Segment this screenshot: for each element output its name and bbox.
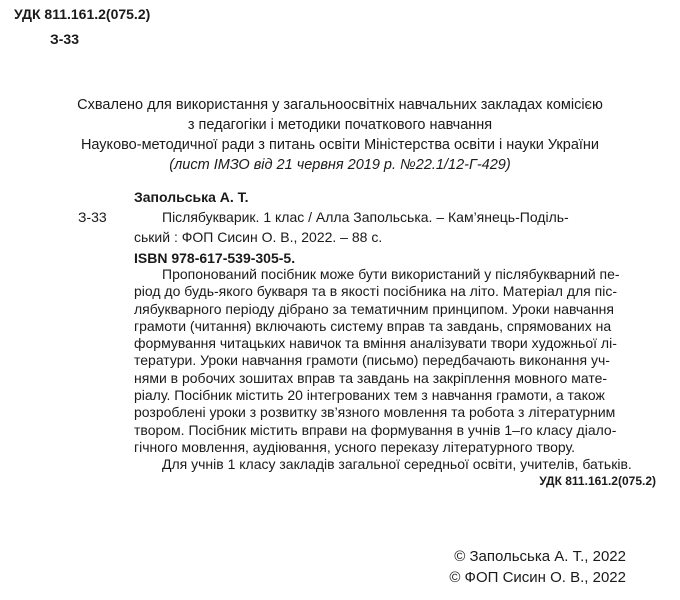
biblio-line-1: Післябукварик. 1 клас / Алла Запольська. – Кам’янець-Поділь-: [162, 209, 569, 225]
approval-line-2: з педагогіки і методики початкового навчання: [187, 117, 493, 133]
approval-line-3: Науково-методичної ради з питань освіти Міністерства освіти і науки України: [80, 137, 600, 153]
copyright-publisher: © ФОП Сисин О. В., 2022: [449, 569, 626, 586]
abstract-line: формування читацьких навичок та вміння аналізувати твори художньої лі-: [134, 335, 617, 352]
library-code-top: З-33: [50, 31, 80, 47]
abstract-line: гічного мовлення, аудіювання, усного переказу літературного твору.: [134, 438, 575, 455]
biblio-line-2: ський : ФОП Сисин О. В., 2022. – 88 с.: [134, 229, 383, 245]
abstract-line: розроблені уроки з розвитку зв’язного мовлення та робота з літературним: [134, 404, 616, 421]
isbn: ISBN 978-617-539-305-5.: [134, 250, 296, 266]
copyright-author: © Запольська А. Т., 2022: [454, 548, 626, 565]
abstract-line: Пропонований посібник може бути використаний у післябукварний пе-: [162, 266, 620, 282]
abstract: [134, 266, 632, 474]
abstract-line: лябукварного періоду дібрано за тематичним принципом. Уроки навчання: [134, 300, 614, 317]
udk-code-bottom: УДК 811.161.2(075.2): [539, 474, 656, 488]
udk-code-top: УДК 811.161.2(075.2): [14, 6, 151, 22]
library-code-side: З-33: [78, 209, 107, 225]
abstract-line: нями в робочих зошитах вправ та завдань на закріплення мовного мате-: [134, 369, 608, 386]
approval-line-4: (лист ІМЗО від 21 червня 2019 р. №22.1/12-Г-429): [169, 157, 511, 173]
audience-line: Для учнів 1 класу закладів загальної середньої освіти, учителів, батьків.: [162, 456, 632, 473]
abstract-line: тератури. Уроки навчання грамоти (письмо) передбачають виконання уч-: [134, 352, 610, 369]
abstract-line: твором. Посібник містить вправи на формування в учнів 1–го класу діало-: [134, 421, 617, 438]
abstract-line: грамоти (читання) включають систему вправ та завдань, спрямованих на: [134, 317, 612, 334]
approval-line-1: Схвалено для використання у загальноосвітніх навчальних закладах комісією: [77, 97, 603, 113]
abstract-line: ріалу. Посібник містить 20 інтегрованих тем з навчання грамоти, а також: [134, 387, 605, 404]
abstract-line: ріод до будь-якого букваря та в якості посібника на літо. Матеріал для піс-: [134, 283, 617, 300]
author-name: Запольська А. Т.: [134, 189, 249, 205]
